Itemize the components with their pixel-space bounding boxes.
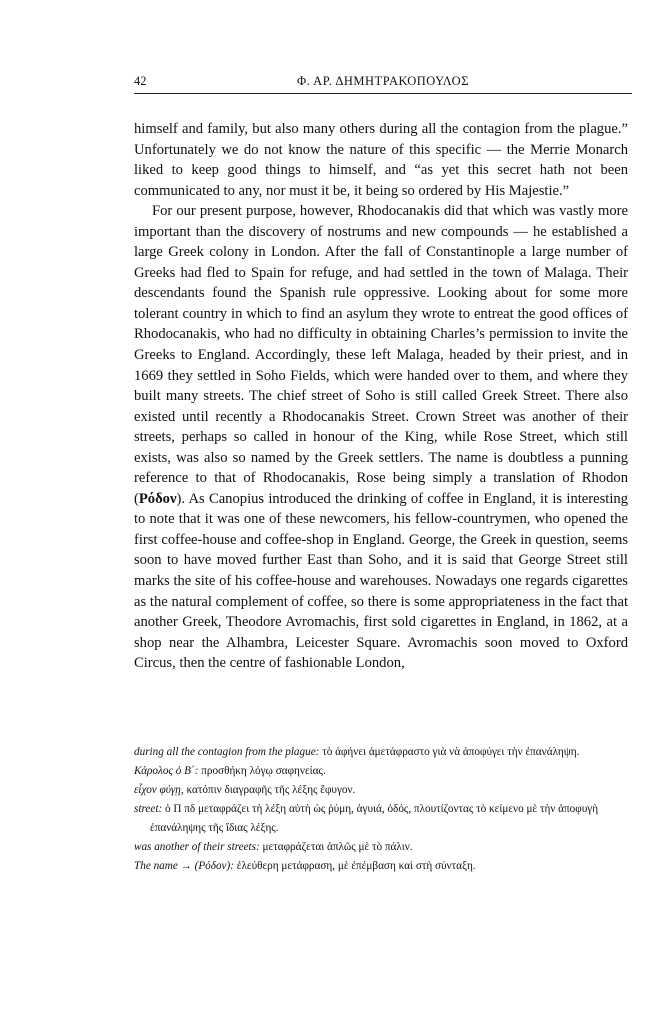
note-text: προσθήκη λόγῳ σαφηνείας.	[198, 765, 326, 777]
running-title: Φ. ΑΡ. ΔΗΜΗΤΡΑΚΟΠΟΥΛΟΣ	[296, 74, 469, 88]
note-item	[134, 800, 634, 838]
note-lemma: during all the contagion from the plague:	[134, 746, 320, 758]
note-item	[134, 838, 634, 857]
note-item	[134, 857, 634, 876]
note-item	[134, 762, 634, 781]
greek-word-rhodon: Ρόδον	[138, 490, 177, 507]
main-text	[134, 119, 628, 674]
note-lemma: street:	[134, 803, 163, 815]
note-item	[134, 781, 634, 800]
note-lemma: The name → (Ρόδον):	[134, 860, 234, 872]
note-lemma: Κάρολος ὁ Β΄:	[134, 765, 199, 777]
note-text: ὁ Π πδ μεταφράζει τὴ λέξη αὐτὴ ὡς ῥύμη, ἀγυιά, ὁδός, πλουτίζοντας τὸ κείμενο μὲ τὴν ἀποφυγὴ ἐπανάληψης τῆς ἴδιας λέξης.	[150, 803, 599, 834]
page-number: 42	[134, 74, 147, 88]
paragraph-2	[134, 201, 628, 674]
note-text: μεταφράζεται ἁπλῶς μὲ τὸ πάλιν.	[259, 841, 413, 853]
note-text: τὸ ἀφήνει ἀμετάφραστο γιὰ νὰ ἀποφύγει τὴν ἐπανάληψη.	[319, 746, 580, 758]
note-text: κατόπιν διαγραφῆς τῆς λέξης ἔφυγον.	[183, 784, 356, 796]
paragraph-1: himself and family, but also many others during all the contagion from the plague.” Unfortunately we do not know the nature of this specific — the Merrie Monarch liked to keep good things to himself, and “as yet this secret hath not been communicated to any, nor must it be, it being so ordered by His Majestie.”	[134, 121, 628, 199]
note-lemma: εἶχον φύγῃ,	[134, 784, 184, 796]
note-lemma: was another of their streets:	[134, 841, 260, 853]
translation-notes	[134, 743, 634, 876]
note-item	[134, 743, 634, 762]
header-rule	[134, 93, 632, 94]
note-text: ἐλεύθερη μετάφραση, μὲ ἐπέμβαση καὶ στὴ σύνταξη.	[233, 860, 476, 872]
paragraph-2-part-2: ). As Canopius introduced the drinking of coffee in England, it is interesting to note that it was one of these newcomers, his fellow-countrymen, who opened the first coffee-house and coffee-shop in England. George, the Greek in question, seems soon to have moved further East than Soho, and it is said that George Street still marks the site of his coffee-house and warehouses. Nowadays one regards cigarettes as the natural complement of coffee, so there is some appropriateness in the fact that another Greek, Theodore Avromachis, first sold cigarettes in England, in 1862, at a shop near the Alhambra, Leicester Square. Avromachis soon moved to Oxford Circus, then the centre of fashionable London,	[134, 490, 628, 672]
paragraph-2-part-1: For our present purpose, however, Rhodocanakis did that which was vastly more important than the discovery of nostrums and new compounds — he established a large Greek colony in London. After the fall of Constantinople a large number of Greeks had fled to Spain for refuge, and had settled in the town of Malaga. Their descendants found the Spanish rule oppressive. Looking about for some more tolerant country in which to find an asylum they wrote to entreat the good offices of Rhodocanakis, who had no difficulty in obtaining Charles’s permission to invite the Greeks to England. Accordingly, these left Malaga, headed by their priest, and in 1669 they settled in Soho Fields, which were handed over to them, and where they built many streets. The chief street of Soho is still called Greek Street. There also existed until recently a Rhodocanakis Street. Crown Street was another of their streets, perhaps so called in honour of the King, while Rose Street, which still exists, was also so named by the Greek settlers. The name is doubtless a punning reference to that of Rhodocanakis, Rose being simply a translation of Rhodon (	[134, 203, 628, 507]
running-head	[134, 74, 632, 92]
